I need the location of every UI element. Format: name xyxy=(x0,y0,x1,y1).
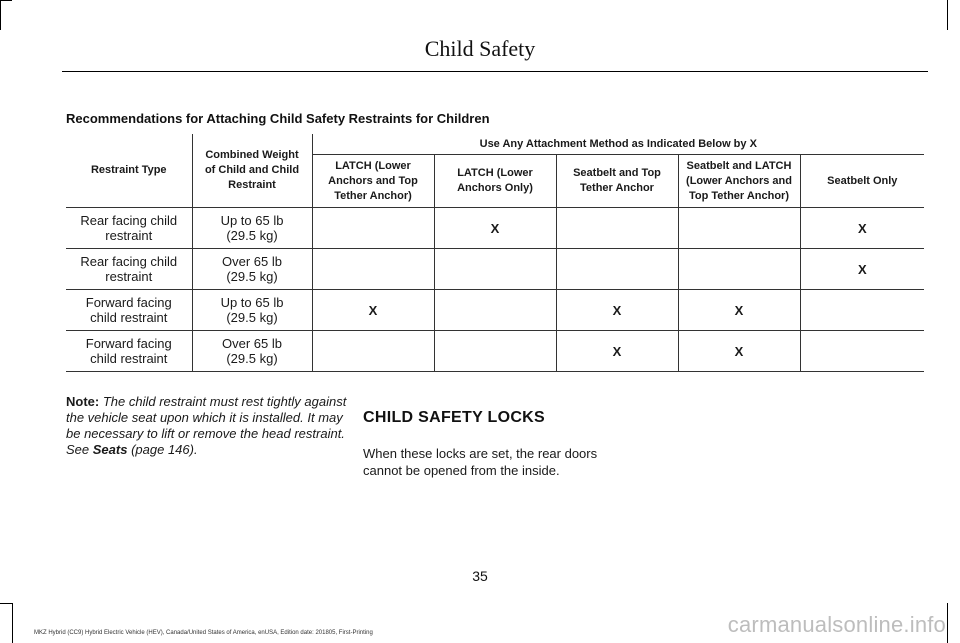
cell-restraint-type: Rear facing child restraint xyxy=(66,208,192,249)
cell-mark: X xyxy=(800,249,924,290)
cell-mark: X xyxy=(556,290,678,331)
group-header-attachment-method: Use Any Attachment Method as Indicated Below by X xyxy=(312,134,924,155)
cell-mark xyxy=(678,208,800,249)
cell-weight: Up to 65 lb (29.5 kg) xyxy=(192,290,312,331)
seats-link[interactable]: Seats xyxy=(92,442,128,457)
cell-mark: X xyxy=(556,331,678,372)
cell-weight: Over 65 lb (29.5 kg) xyxy=(192,331,312,372)
note-label: Note: xyxy=(66,394,100,409)
table-row xyxy=(66,249,924,290)
note-text: The child restraint must rest tightly against the vehicle seat upon which it is installed. It may be necessary to lift or remove the head restraint. See xyxy=(66,394,347,457)
col-header-seatbelt-only: Seatbelt Only xyxy=(800,155,924,208)
cell-weight: Up to 65 lb (29.5 kg) xyxy=(192,208,312,249)
cell-mark: X xyxy=(678,290,800,331)
table-title: Recommendations for Attaching Child Safety Restraints for Children xyxy=(66,111,490,126)
cell-mark xyxy=(800,290,924,331)
footer-edition-text: MKZ Hybrid (CC9) Hybrid Electric Vehicle (HEV), Canada/United States of America, enUSA, Edition date: 201805, First-Printing xyxy=(34,630,373,636)
cell-restraint-type: Forward facing child restraint xyxy=(66,331,192,372)
crop-mark-top-left-h xyxy=(0,0,12,1)
page-header-title: Child Safety xyxy=(424,36,536,61)
col-header-seatbelt-top-tether: Seatbelt and Top Tether Anchor xyxy=(556,155,678,208)
table-row xyxy=(66,331,924,372)
table-row xyxy=(66,290,924,331)
cell-weight: Over 65 lb (29.5 kg) xyxy=(192,249,312,290)
col-header-combined-weight: Combined Weight of Child and Child Restraint xyxy=(192,134,312,208)
col-header-latch-lower-only: LATCH (Lower Anchors Only) xyxy=(434,155,556,208)
cell-mark xyxy=(556,249,678,290)
table-row xyxy=(66,208,924,249)
cell-mark: X xyxy=(678,331,800,372)
note-paragraph xyxy=(66,394,348,458)
attachment-table xyxy=(66,134,924,372)
crop-mark-top-left xyxy=(0,0,1,30)
section-body: When these locks are set, the rear doors cannot be opened from the inside. xyxy=(363,446,598,478)
cell-mark xyxy=(312,249,434,290)
cell-mark: X xyxy=(800,208,924,249)
cell-mark xyxy=(434,290,556,331)
cell-mark: X xyxy=(312,290,434,331)
header-rule xyxy=(62,71,928,72)
watermark: carmanualsonline.info xyxy=(727,612,946,637)
cell-mark xyxy=(434,249,556,290)
col-header-latch-lower-top: LATCH (Lower Anchors and Top Tether Anchor) xyxy=(312,155,434,208)
crop-mark-bottom-left xyxy=(12,603,13,643)
crop-mark-bottom-left-h xyxy=(0,603,12,604)
page-number: 35 xyxy=(472,568,488,584)
col-header-restraint-type: Restraint Type xyxy=(90,164,167,176)
col-header-seatbelt-latch: Seatbelt and LATCH (Lower Anchors and Top Tether Anchor) xyxy=(678,155,800,208)
cell-mark xyxy=(800,331,924,372)
section-title: CHILD SAFETY LOCKS xyxy=(363,409,546,426)
cell-mark xyxy=(556,208,678,249)
crop-mark-bottom-right xyxy=(947,603,948,643)
cell-mark xyxy=(678,249,800,290)
note-page-ref: (page 146). xyxy=(131,442,198,457)
cell-restraint-type: Rear facing child restraint xyxy=(66,249,192,290)
cell-mark xyxy=(434,331,556,372)
cell-restraint-type: Forward facing child restraint xyxy=(66,290,192,331)
cell-mark xyxy=(312,331,434,372)
crop-mark-top-right xyxy=(947,0,948,30)
cell-mark xyxy=(312,208,434,249)
cell-mark: X xyxy=(434,208,556,249)
